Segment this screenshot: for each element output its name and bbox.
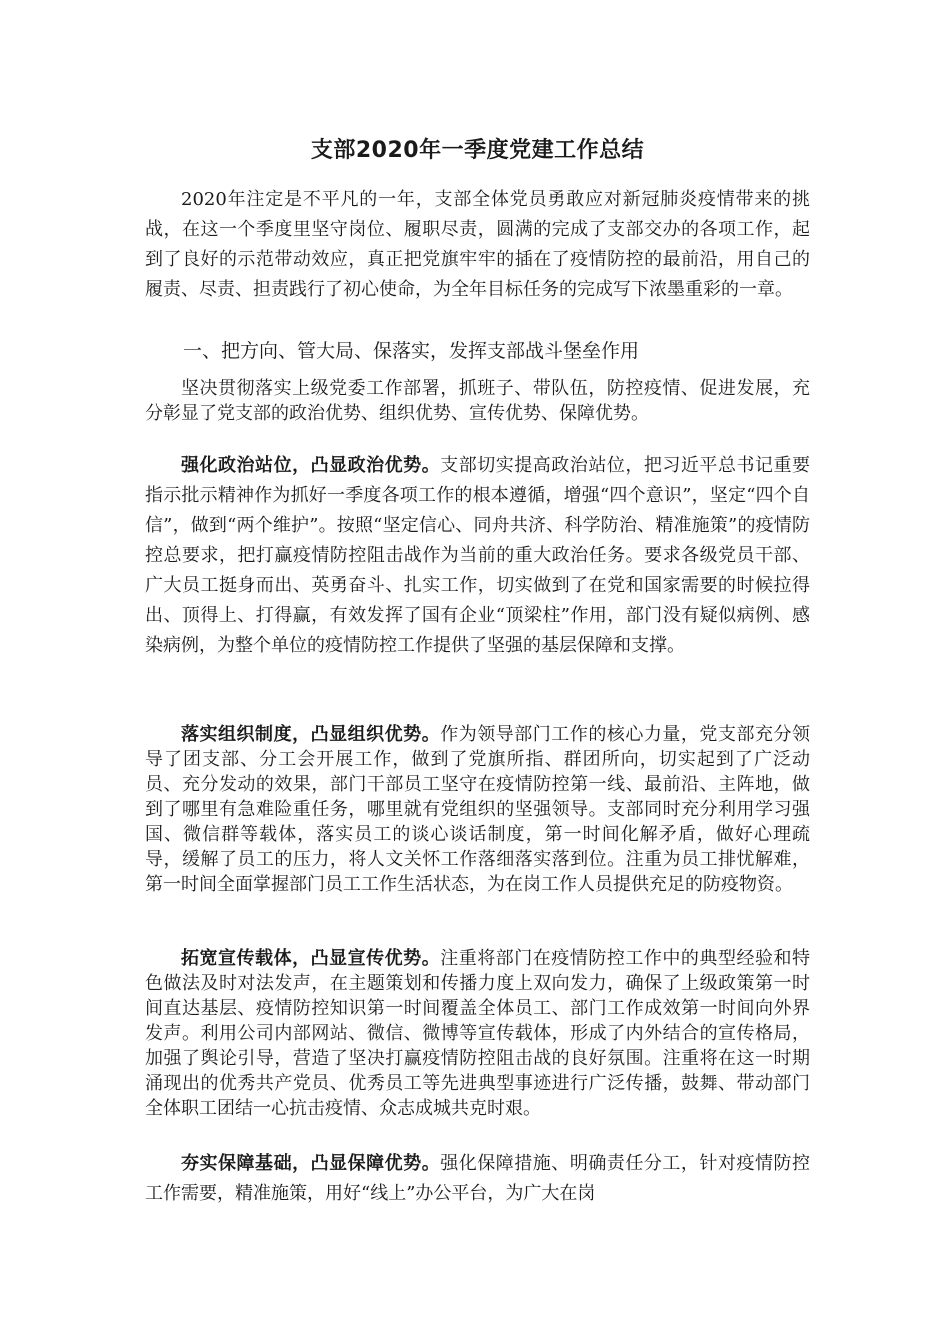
publicity-body: 注重将部门在疫情防控工作中的典型经验和特色做法及时对法发声，在主题策划和传播力度上双向发力，确保了上级政策第一时间直达基层、疫情防控知识第一时间覆盖全体员工、部门工作成效第一时间向外界发声。利用公司内部网站、微信、微博等宣传载体，形成了内外结合的宣传格局，加强了舆论引导，营造了坚决打赢疫情防控阻击战的良好氛围。注重将在这一时期涌现出的优秀共产党员、优秀员工等先进典型事迹进行广泛传播，鼓舞、带动部门全体职工团结一心抗击疫情、众志成城共克时艰。 bbox=[145, 948, 811, 1119]
organization-lead: 落实组织制度，凸显组织优势。 bbox=[181, 724, 441, 745]
political-lead: 强化政治站位，凸显政治优势。 bbox=[181, 455, 441, 476]
section-intro-paragraph: 坚决贯彻落实上级党委工作部署，抓班子、带队伍，防控疫情、促进发展，充分彰显了党支部的政治优势、组织优势、宣传优势、保障优势。 bbox=[145, 378, 810, 424]
document-page bbox=[145, 0, 810, 1344]
support-body: 强化保障措施、明确责任分工，针对疫情防控工作需要，精准施策，用好“线上”办公平台，为广大在岗 bbox=[145, 1153, 811, 1204]
section-heading-1: 一、把方向、管大局、保落实，发挥支部战斗堡垒作用 bbox=[183, 340, 640, 362]
support-paragraph bbox=[145, 1149, 810, 1209]
support-lead: 夯实保障基础，凸显保障优势。 bbox=[181, 1153, 441, 1174]
political-paragraph bbox=[145, 451, 810, 661]
publicity-paragraph bbox=[145, 946, 810, 1121]
intro-paragraph: 2020年注定是不平凡的一年，支部全体党员勇敢应对新冠肺炎疫情带来的挑战，在这一个季度里坚守岗位、履职尽责，圆满的完成了支部交办的各项工作，起到了良好的示范带动效应，真正把党旗牢牢的插在了疫情防控的最前沿，用自己的履责、尽责、担责践行了初心使命，为全年目标任务的完成写下浓墨重彩的一章。 bbox=[145, 189, 810, 300]
document-title: 支部2020年一季度党建工作总结 bbox=[310, 138, 645, 163]
publicity-lead: 拓宽宣传载体，凸显宣传优势。 bbox=[181, 948, 441, 969]
organization-paragraph bbox=[145, 722, 810, 897]
organization-body: 作为领导部门工作的核心力量，党支部充分领导了团支部、分工会开展工作，做到了党旗所指、群团所向，切实起到了广泛动员、充分发动的效果，部门干部员工坚守在疫情防控第一线、最前沿、主阵地，做到了哪里有急难险重任务，哪里就有党组织的坚强领导。支部同时充分利用学习强国、微信群等载体，落实员工的谈心谈话制度，第一时间化解矛盾，做好心理疏导，缓解了员工的压力，将人文关怀工作落细落实落到位。注重为员工排忧解难，第一时间全面掌握部门员工工作生活状态，为在岗工作人员提供充足的防疫物资。 bbox=[145, 724, 811, 895]
political-body: 支部切实提高政治站位，把习近平总书记重要指示批示精神作为抓好一季度各项工作的根本遵循，增强“四个意识”，坚定“四个自信”，做到“两个维护”。按照“坚定信心、同舟共济、科学防治、精准施策”的疫情防控总要求，把打赢疫情防控阻击战作为当前的重大政治任务。要求各级党员干部、广大员工挺身而出、英勇奋斗、扎实工作，切实做到了在党和国家需要的时候拉得出、顶得上、打得赢，有效发挥了国有企业“顶梁柱”作用，部门没有疑似病例、感染病例，为整个单位的疫情防控工作提供了坚强的基层保障和支撑。 bbox=[145, 455, 811, 656]
